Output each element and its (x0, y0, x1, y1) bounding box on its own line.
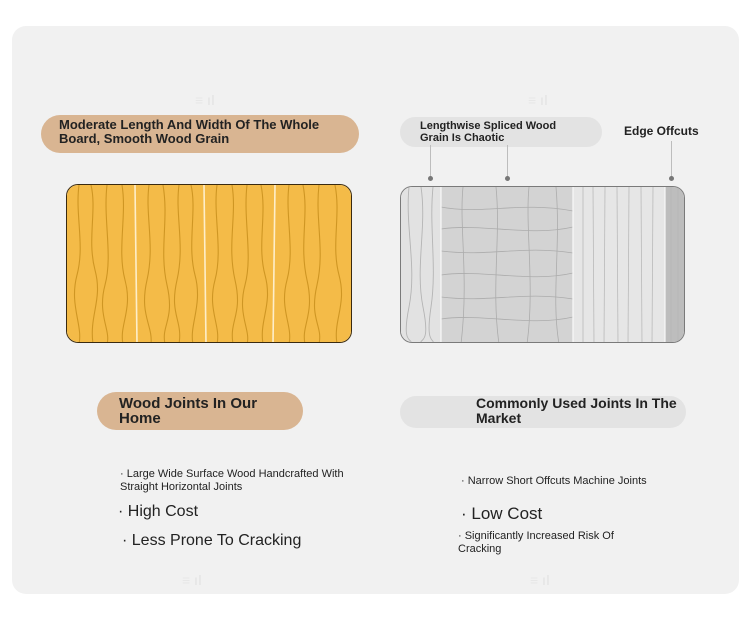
callout-dot (669, 176, 674, 181)
watermark (195, 92, 215, 108)
watermark (528, 92, 548, 108)
watermark (530, 572, 550, 588)
right-title (400, 396, 686, 428)
right-bullet-1: · Narrow Short Offcuts Machine Joints (461, 475, 647, 487)
right-wood-grain (401, 187, 685, 343)
left-wood-grain (67, 185, 352, 343)
callout-line (671, 141, 672, 179)
callout-line (430, 145, 431, 179)
callout-dot (505, 176, 510, 181)
edge-offcuts-label: Edge Offcuts (624, 124, 699, 138)
right-title-text: Commonly Used Joints In The Market (476, 395, 677, 426)
left-bullet-2: · High Cost (118, 503, 199, 520)
left-bullet-1: · Large Wide Surface Wood Handcrafted With Straight Horizontal Joints (120, 468, 344, 493)
left-wood-board (66, 184, 352, 343)
right-bullet-3: · Significantly Increased Risk Of Cracking (458, 530, 614, 555)
left-title (97, 392, 303, 430)
right-bullet-2: · Low Cost (461, 504, 543, 523)
left-top-label (41, 115, 359, 153)
callout-line (507, 145, 508, 179)
callout-dot (428, 176, 433, 181)
right-top-label-text: Lengthwise Spliced Wood Grain Is Chaotic (420, 120, 557, 144)
left-title-text: Wood Joints In Our Home (119, 395, 258, 427)
left-top-label-text: Moderate Length And Width Of The Whole Board, Smooth Wood Grain (59, 117, 320, 146)
watermark (182, 572, 202, 588)
right-wood-board (400, 186, 685, 343)
right-top-label (400, 117, 602, 147)
left-bullet-3: · Less Prone To Cracking (122, 532, 302, 549)
